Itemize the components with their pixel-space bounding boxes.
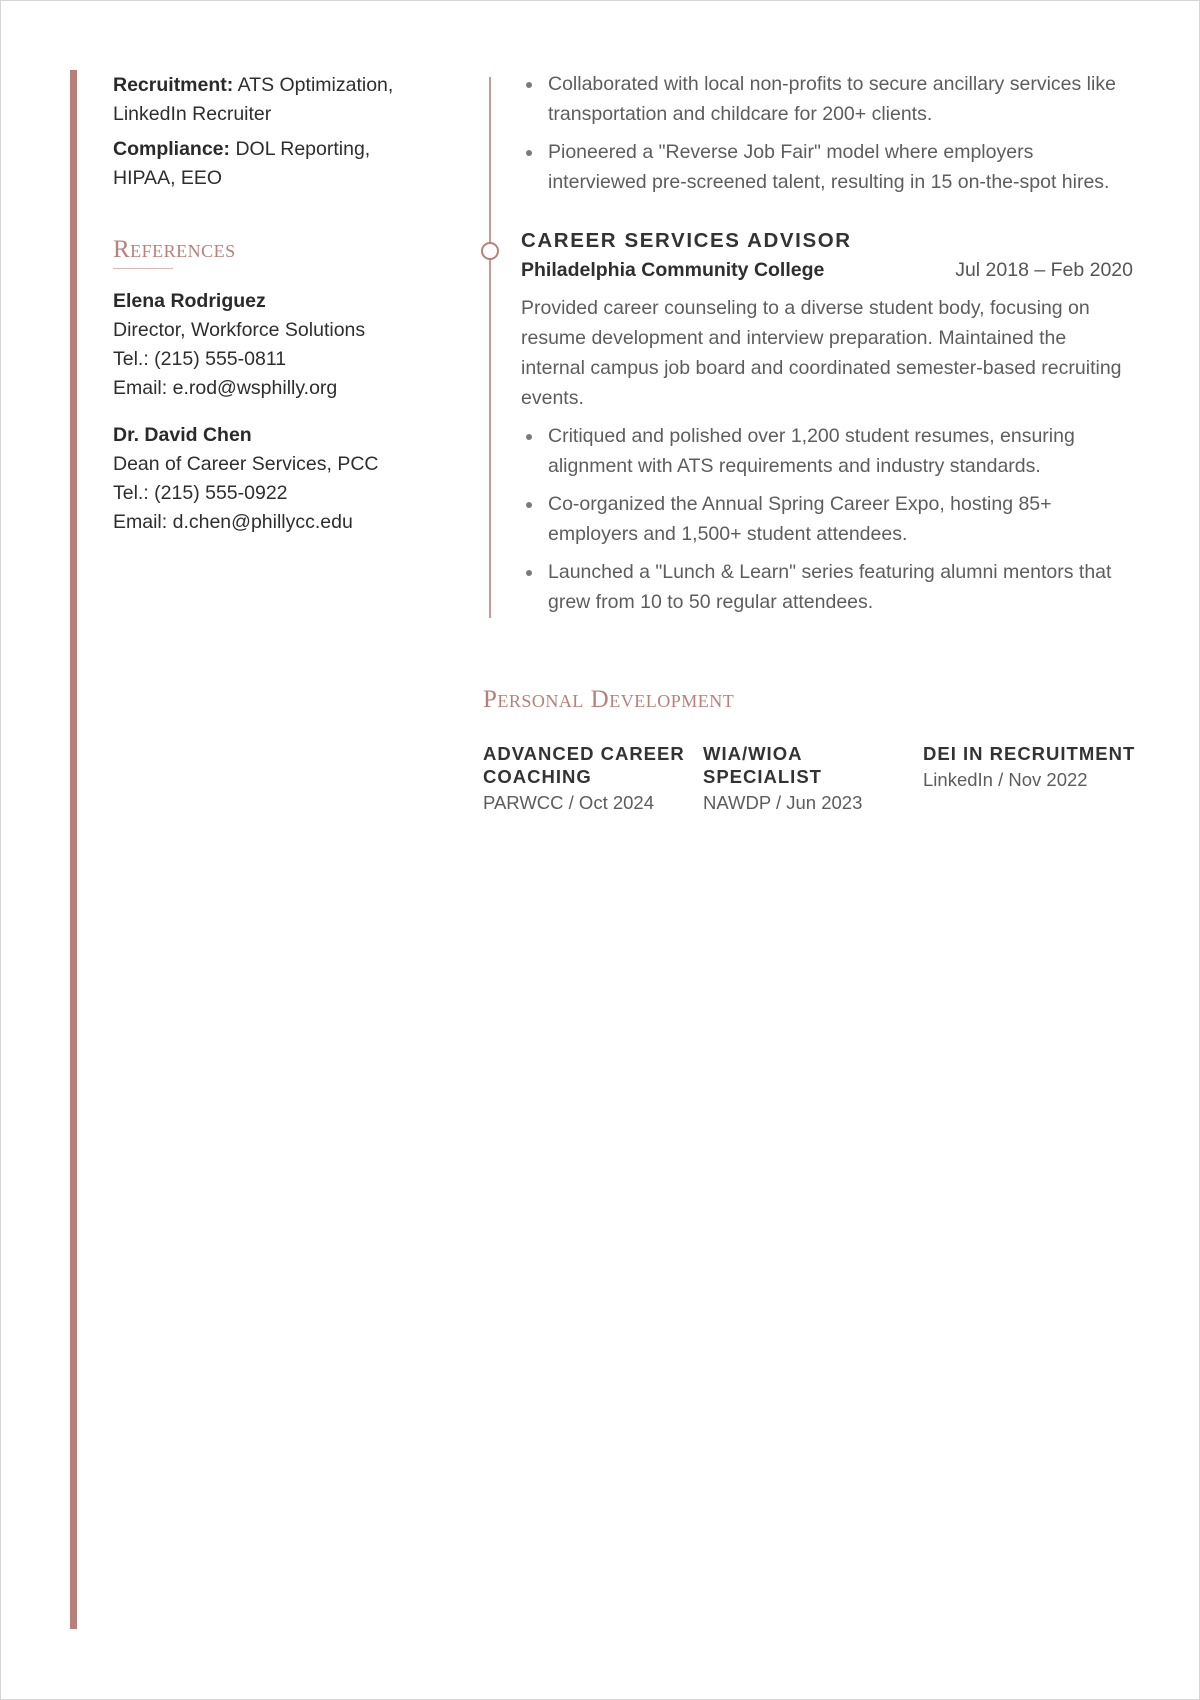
reference-email: Email: d.chen@phillycc.edu xyxy=(113,511,353,533)
skill-value: DOL Reporting, HIPAA, EEO xyxy=(113,138,371,189)
certification-item xyxy=(703,742,923,816)
reference-tel: Tel.: (215) 555-0922 xyxy=(113,482,288,504)
certification-item xyxy=(483,742,703,816)
experience-column xyxy=(521,69,1133,625)
reference-name: Elena Rodriguez xyxy=(113,290,266,312)
bullet-item: Launched a "Lunch & Learn" series featuring alumni mentors that grew from 10 to 50 regular attendees. xyxy=(521,557,1133,617)
skill-label: Compliance: xyxy=(113,138,231,160)
job-meta-row xyxy=(521,255,1133,285)
skill-label: Recruitment: xyxy=(113,74,234,96)
personal-development-section xyxy=(483,686,1143,816)
personal-development-title: Personal Development xyxy=(483,686,735,713)
timeline-line xyxy=(489,77,491,618)
reference-name: Dr. David Chen xyxy=(113,424,252,446)
bullet-item: Collaborated with local non-profits to secure ancillary services like transportation and childcare for 200+ clients. xyxy=(521,69,1133,129)
job-dates: Jul 2018 – Feb 2020 xyxy=(955,259,1133,281)
reference-item xyxy=(113,421,413,537)
skill-value: ATS Optimization, LinkedIn Recruiter xyxy=(113,74,394,125)
job-bullets xyxy=(521,421,1133,617)
bullet-item: Critiqued and polished over 1,200 student resumes, ensuring alignment with ATS requirements and industry standards. xyxy=(521,421,1133,481)
job-entry xyxy=(521,227,1133,617)
reference-item xyxy=(113,287,413,403)
certification-meta: NAWDP / Jun 2023 xyxy=(703,792,863,813)
references-title: References xyxy=(113,236,236,263)
job-title: CAREER SERVICES ADVISOR xyxy=(521,229,852,252)
timeline-node xyxy=(481,242,499,260)
left-column xyxy=(113,71,413,555)
job-company: Philadelphia Community College xyxy=(521,259,825,281)
bullet-item: Co-organized the Annual Spring Career Expo, hosting 85+ employers and 1,500+ student attendees. xyxy=(521,489,1133,549)
skill-recruitment xyxy=(113,71,413,129)
skill-compliance xyxy=(113,135,413,193)
previous-job-bullets xyxy=(521,69,1133,197)
references-underline xyxy=(113,268,173,269)
certification-name: DEI IN RECRUITMENT xyxy=(923,743,1136,764)
certification-name: WIA/WIOA SPECIALIST xyxy=(703,743,822,787)
job-description: Provided career counseling to a diverse student body, focusing on resume development and interview preparation. Maintained the internal campus job board and coordinated semester-based recruiting events. xyxy=(521,297,1122,409)
certification-meta: LinkedIn / Nov 2022 xyxy=(923,769,1088,790)
certification-grid xyxy=(483,742,1143,816)
reference-tel: Tel.: (215) 555-0811 xyxy=(113,348,287,370)
certification-item xyxy=(923,742,1143,816)
bullet-item: Pioneered a "Reverse Job Fair" model where employers interviewed pre-screened talent, resulting in 15 on-the-spot hires. xyxy=(521,137,1133,197)
certification-name: ADVANCED CAREER COACHING xyxy=(483,743,685,787)
certification-meta: PARWCC / Oct 2024 xyxy=(483,792,655,813)
accent-bar xyxy=(70,70,77,1629)
reference-role: Dean of Career Services, PCC xyxy=(113,453,379,475)
reference-email: Email: e.rod@wsphilly.org xyxy=(113,377,338,399)
reference-role: Director, Workforce Solutions xyxy=(113,319,366,341)
